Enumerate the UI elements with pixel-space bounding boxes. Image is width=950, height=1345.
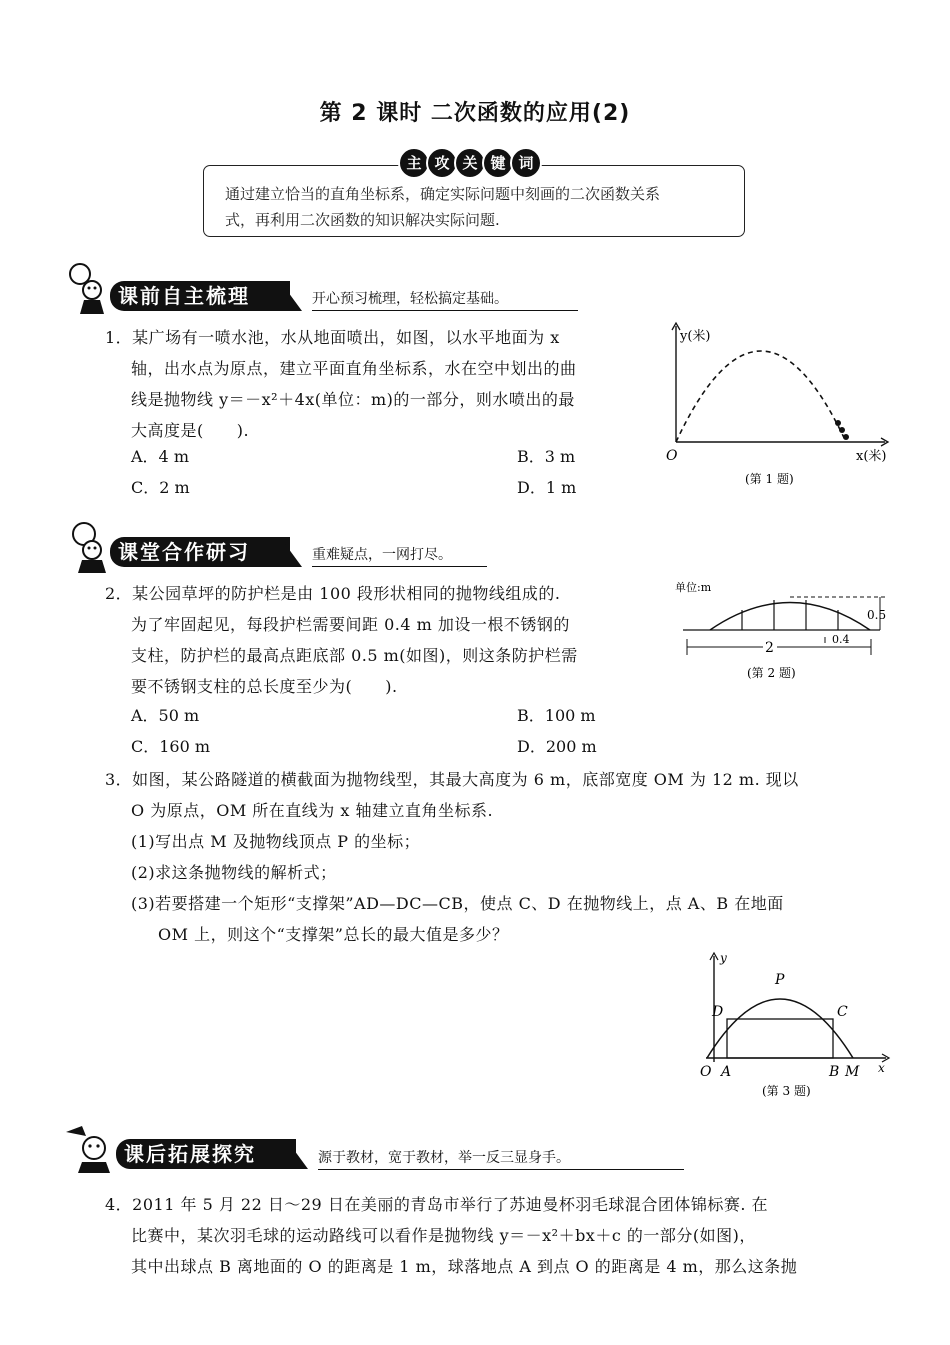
x-axis-label: x(米) <box>856 449 887 464</box>
mascot-icon <box>62 260 114 316</box>
question-1 <box>105 322 665 446</box>
question-4 <box>105 1189 895 1282</box>
width-label: 2 <box>765 640 774 656</box>
badge-char: 词 <box>510 147 542 179</box>
section-note: 开心预习梳理，轻松搞定基础。 <box>312 288 578 311</box>
section-arrow-icon <box>280 537 302 567</box>
mascot-icon <box>62 1118 118 1174</box>
section-header-extension: 课后拓展探究 <box>116 1139 296 1169</box>
figure-q3 <box>690 950 900 1105</box>
badge-char: 键 <box>482 147 514 179</box>
origin-label: O <box>666 448 678 464</box>
point-p: P <box>775 972 785 988</box>
section-arrow-icon <box>286 1139 308 1169</box>
q4-line: 4．2011 年 5 月 22 日～29 日在美丽的青岛市举行了苏迪曼杯羽毛球混合团体锦标赛. 在 <box>105 1195 768 1214</box>
badge-char: 攻 <box>426 147 458 179</box>
q4-line: 比赛中，某次羽毛球的运动路线可以看作是抛物线 y＝－x²＋bx＋c 的一部分(如图)， <box>131 1226 756 1245</box>
q1-option-d: D．1 m <box>517 478 577 497</box>
point-d: D <box>712 1004 724 1020</box>
q1-line: 1．某广场有一喷水池，水从地面喷出，如图，以水平地面为 x <box>105 328 560 347</box>
parabola-curve <box>676 351 846 442</box>
y-label: y <box>720 951 727 965</box>
section-header-preview: 课前自主梳理 <box>110 281 290 311</box>
q3-line: 3．如图，某公路隧道的横截面为抛物线型，其最大高度为 6 m，底部宽度 OM 为 12 m. 现以 <box>105 770 799 789</box>
q1-option-a: A．4 m <box>131 447 189 466</box>
q2-line: 为了牢固起见，每段护栏需要间距 0.4 m 加设一根不锈钢的 <box>131 615 570 634</box>
q2-option-c: C．160 m <box>131 737 211 756</box>
badge-char: 主 <box>398 147 430 179</box>
q1-option-b: B．3 m <box>517 447 576 466</box>
q2-option-d: D．200 m <box>517 737 597 756</box>
question-3 <box>105 764 895 950</box>
figure-caption: (第 2 题) <box>747 666 796 680</box>
q1-line: 线是抛物线 y＝－x²＋4x(单位：m)的一部分，则水喷出的最 <box>131 390 575 409</box>
y-axis-label: y(米) <box>680 329 711 344</box>
tunnel-parabola <box>707 999 853 1058</box>
q1-line: 大高度是( ). <box>131 421 250 440</box>
q2-option-b: B．100 m <box>517 706 596 725</box>
key-line: 通过建立恰当的直角坐标系，确定实际问题中刻画的二次函数关系 <box>225 185 661 203</box>
q1-line: 轴，出水点为原点，建立平面直角坐标系，水在空中划出的曲 <box>131 359 577 378</box>
mascot-icon <box>62 518 114 574</box>
q2-line: 支柱，防护栏的最高点距底部 0.5 m(如图)，则这条防护栏需 <box>131 646 578 665</box>
q2-option-a: A．50 m <box>131 706 200 725</box>
point-m: M <box>845 1064 860 1080</box>
point-b: B <box>829 1064 840 1080</box>
section-arrow-icon <box>280 281 302 311</box>
key-line: 式，再利用二次函数的知识解决实际问题. <box>225 211 500 229</box>
section-note: 重难疑点，一网打尽。 <box>312 544 487 567</box>
q3-subquestion: (2)求这条抛物线的解析式； <box>131 863 337 882</box>
section-note: 源于教材，宽于教材，举一反三显身手。 <box>318 1147 684 1170</box>
q3-line: O 为原点，OM 所在直线为 x 轴建立直角坐标系. <box>131 801 494 820</box>
q3-subquestion: (3)若要搭建一个矩形“支撑架”AD—DC—CB，使点 C、D 在抛物线上，点 A、B 在地面 <box>131 894 784 913</box>
section-header-class: 课堂合作研习 <box>110 537 290 567</box>
point-c: C <box>837 1004 848 1020</box>
q1-option-c: C．2 m <box>131 478 190 497</box>
q3-subquestion: OM 上，则这个“支撑架”总长的最大值是多少？ <box>158 925 509 944</box>
badge-char: 关 <box>454 147 486 179</box>
point-o: O <box>700 1064 712 1080</box>
support-frame <box>727 1019 833 1058</box>
figure-q2 <box>675 575 900 685</box>
x-label: x <box>878 1061 885 1075</box>
q2-line: 2．某公园草坪的防护栏是由 100 段形状相同的抛物线组成的. <box>105 584 561 603</box>
q4-line: 其中出球点 B 离地面的 O 的距离是 1 m，球落地点 A 到点 O 的距离是 4 m，那么这条抛 <box>131 1257 798 1276</box>
spacing-label: 0.4 <box>832 633 850 646</box>
key-words-text <box>225 181 740 233</box>
question-2 <box>105 578 665 702</box>
guardrail-arch <box>710 603 870 631</box>
figure-q1 <box>660 320 900 495</box>
page-title: 第 2 课时 二次函数的应用(2) <box>319 101 631 126</box>
figure-caption: (第 3 题) <box>762 1084 811 1098</box>
q2-line: 要不锈钢支柱的总长度至少为( ). <box>131 677 398 696</box>
height-label: 0.5 <box>867 608 887 622</box>
key-words-badge <box>398 147 538 179</box>
q3-subquestion: (1)写出点 M 及抛物线顶点 P 的坐标； <box>131 832 421 851</box>
figure-caption: (第 1 题) <box>745 472 794 486</box>
unit-label: 单位:m <box>675 581 712 594</box>
point-a: A <box>721 1064 732 1080</box>
